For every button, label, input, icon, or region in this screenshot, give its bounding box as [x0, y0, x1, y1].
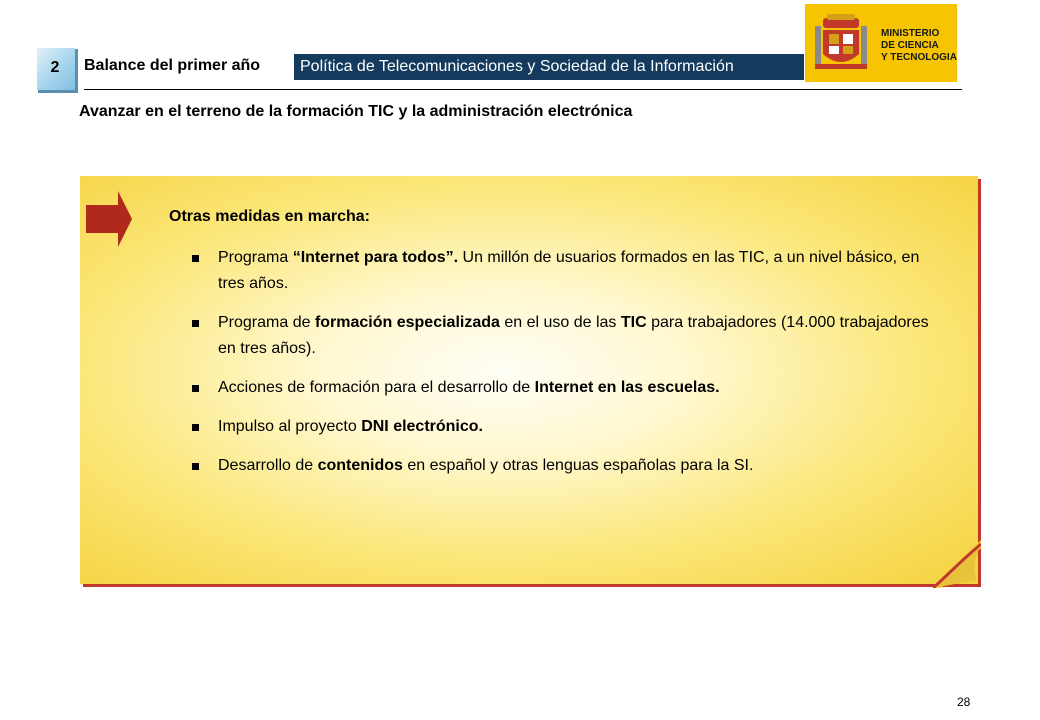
ministry-logo	[805, 4, 957, 82]
right-arrow-icon	[86, 191, 132, 247]
bullet-text: para trabajadores (14.000 trabajadores en tres años).	[218, 314, 929, 357]
page-subtitle: Avanzar en el terreno de la formación TIC y la administración electrónica	[79, 103, 633, 120]
measures-list	[190, 245, 950, 492]
page-curl-icon	[933, 540, 981, 588]
bullet-text-bold: TIC	[620, 314, 647, 331]
list-item	[190, 310, 950, 362]
list-item	[190, 375, 950, 401]
square-bullet-icon	[192, 320, 199, 327]
bullet-text: Un millón de usuarios formados en las TIC, a un nivel básico, en tres años.	[218, 249, 920, 292]
section-label: Balance del primer año	[84, 57, 261, 74]
bullet-text: Impulso al proyecto	[218, 418, 362, 435]
list-item	[190, 245, 950, 297]
header-divider	[84, 89, 962, 90]
coat-of-arms-icon	[815, 12, 867, 74]
list-item	[190, 453, 950, 479]
bullet-text-bold: DNI electrónico.	[361, 418, 483, 435]
bullet-text: Acciones de formación para el desarrollo de	[218, 379, 535, 396]
bullet-text: Programa	[218, 249, 293, 266]
square-bullet-icon	[192, 385, 199, 392]
bullet-text-bold: “Internet para todos”.	[292, 249, 459, 266]
card-heading: Otras medidas en marcha:	[169, 208, 370, 225]
policy-title-banner: Política de Telecomunicaciones y Sociedad de la Información	[294, 54, 804, 80]
bullet-text: Desarrollo de	[218, 457, 318, 474]
bullet-text: en español y otras lenguas españolas para la SI.	[402, 457, 754, 474]
square-bullet-icon	[192, 424, 199, 431]
square-bullet-icon	[192, 463, 199, 470]
bullet-text-bold: formación especializada	[314, 314, 500, 331]
bullet-text: en el uso de las	[499, 314, 621, 331]
ministry-logo-text: MINISTERIO DE CIENCIA Y TECNOLOGIA	[881, 28, 957, 63]
page-number: 28	[957, 695, 971, 709]
square-bullet-icon	[192, 255, 199, 262]
bullet-text-bold: contenidos	[317, 457, 403, 474]
bullet-text-bold: Internet en las escuelas.	[534, 379, 720, 396]
bullet-text: Programa de	[218, 314, 315, 331]
list-item	[190, 414, 950, 440]
section-number-badge: 2	[35, 46, 75, 90]
